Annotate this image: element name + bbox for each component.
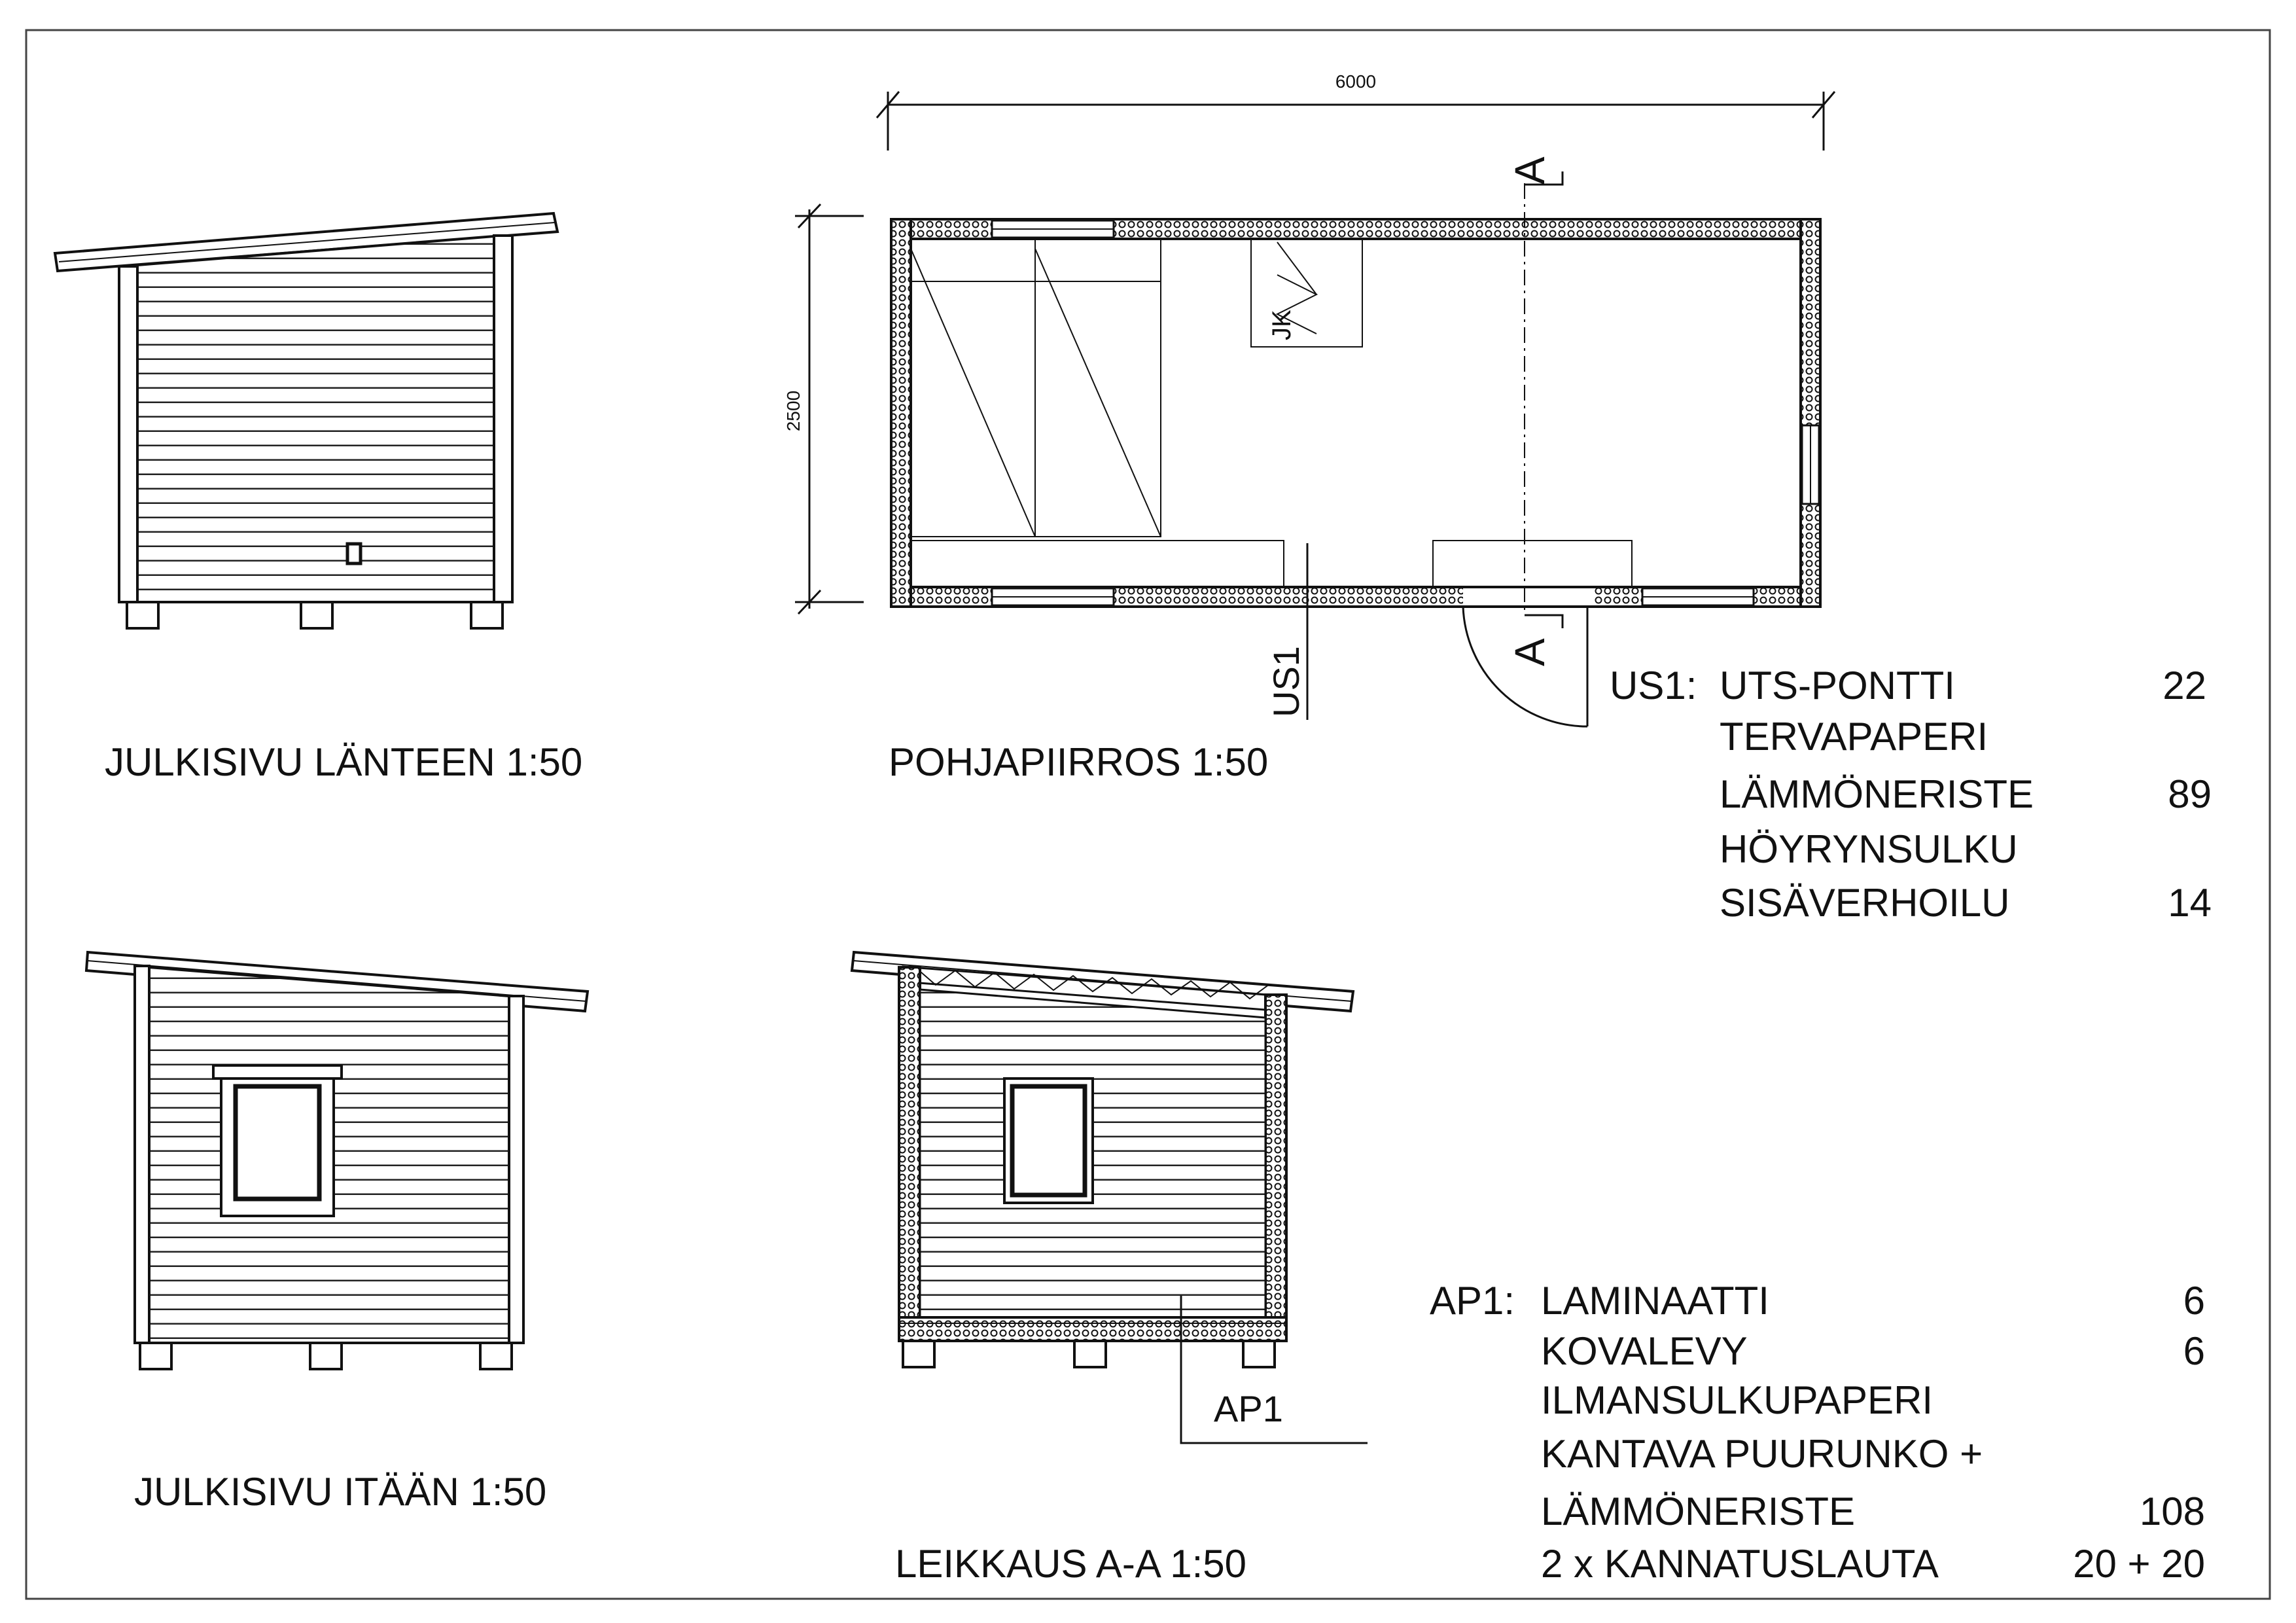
floor-layer-name: KANTAVA PUURUNKO + bbox=[1541, 1432, 1983, 1476]
counter bbox=[1433, 541, 1632, 587]
window-head-trim bbox=[213, 1065, 342, 1079]
section-wall-right bbox=[1265, 995, 1286, 1317]
wall-marker-us1: US1 bbox=[1265, 646, 1307, 717]
foundation-block bbox=[903, 1341, 934, 1367]
wall-layer-name: SISÄVERHOILU bbox=[1720, 881, 2010, 925]
wall-spec bbox=[1610, 664, 2212, 925]
bench bbox=[911, 541, 1284, 587]
floor-layer-name: LAMINAATTI bbox=[1541, 1279, 1769, 1323]
foundation-block bbox=[471, 602, 503, 628]
floor-spec-code: AP1: bbox=[1430, 1279, 1515, 1323]
corner-board-left bbox=[119, 266, 137, 602]
door-opening bbox=[1463, 588, 1594, 605]
wall-siding bbox=[137, 236, 494, 602]
section-mark-bottom: A bbox=[1506, 638, 1553, 666]
section-a-a bbox=[852, 952, 1368, 1586]
floor-spec bbox=[1430, 1279, 2205, 1586]
vent-grille bbox=[347, 544, 361, 563]
width-dimension: 2500 bbox=[783, 390, 804, 432]
foundation-block bbox=[140, 1343, 171, 1369]
floor-layer-value: 6 bbox=[2183, 1279, 2205, 1323]
section-wall-left bbox=[899, 967, 920, 1317]
wall-layer-name: TERVAPAPERI bbox=[1720, 715, 1988, 758]
floor-layer-name: KOVALEVY bbox=[1541, 1329, 1748, 1373]
corner-board-left bbox=[135, 966, 149, 1343]
west-elevation-title: JULKISIVU LÄNTEEN 1:50 bbox=[105, 740, 583, 784]
east-elevation-title: JULKISIVU ITÄÄN 1:50 bbox=[134, 1470, 547, 1514]
foundation-block bbox=[127, 602, 158, 628]
wall-left bbox=[891, 219, 911, 607]
section-title: LEIKKAUS A-A 1:50 bbox=[895, 1542, 1246, 1586]
wall-layer-name: HÖYRYNSULKU bbox=[1720, 827, 2018, 871]
foundation-block bbox=[310, 1343, 342, 1369]
floor-plan-title: POHJAPIIRROS 1:50 bbox=[889, 740, 1269, 784]
foundation-block bbox=[1074, 1341, 1106, 1367]
floor-layer-value: 108 bbox=[2139, 1489, 2205, 1533]
floor-marker-ap1: AP1 bbox=[1214, 1388, 1283, 1429]
east-elevation bbox=[86, 952, 588, 1514]
west-elevation bbox=[55, 213, 582, 784]
window-glass bbox=[236, 1086, 319, 1199]
floor-layer-name: ILMANSULKUPAPERI bbox=[1541, 1378, 1934, 1422]
corner-board-right bbox=[509, 996, 523, 1343]
fridge-label: JK bbox=[1267, 310, 1296, 340]
floor-layer-value: 20 + 20 bbox=[2073, 1542, 2205, 1586]
foundation-block bbox=[301, 602, 332, 628]
wall-layer-value: 89 bbox=[2168, 772, 2212, 816]
section-floor bbox=[899, 1317, 1286, 1341]
foundation-block bbox=[1243, 1341, 1275, 1367]
section-mark-top: A bbox=[1506, 156, 1553, 185]
foundation-block bbox=[480, 1343, 512, 1369]
floor-layer-value: 6 bbox=[2183, 1329, 2205, 1373]
wall-layer-name: UTS-PONTTI bbox=[1720, 664, 1955, 707]
wall-layer-value: 14 bbox=[2168, 881, 2212, 925]
wall-spec-code: US1: bbox=[1610, 664, 1697, 707]
wall-layer-value: 22 bbox=[2163, 664, 2206, 707]
wall-right bbox=[1801, 219, 1820, 607]
length-dimension: 6000 bbox=[1335, 71, 1377, 92]
wall-layer-name: LÄMMÖNERISTE bbox=[1720, 772, 2034, 816]
corner-board-right bbox=[494, 236, 512, 602]
floor-layer-name: LÄMMÖNERISTE bbox=[1541, 1489, 1856, 1533]
floor-layer-name: 2 x KANNATUSLAUTA bbox=[1541, 1542, 1939, 1586]
window-glass bbox=[1012, 1086, 1085, 1195]
